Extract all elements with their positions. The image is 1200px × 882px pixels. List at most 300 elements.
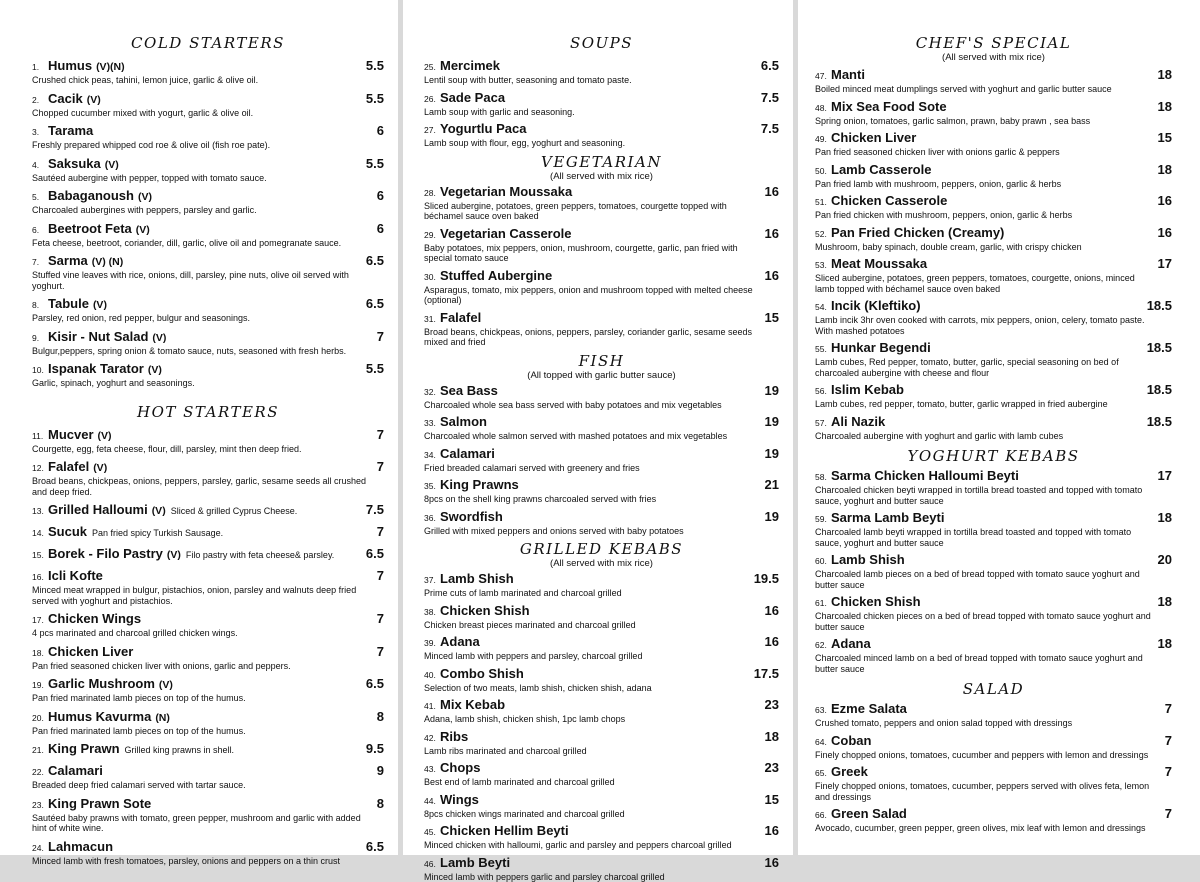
dietary-tag: (V) xyxy=(159,678,173,693)
item-name: Sarma Chicken Halloumi Beyti xyxy=(831,468,1019,483)
item-price: 16 xyxy=(759,634,779,649)
menu-item-line xyxy=(424,310,779,327)
item-price: 15 xyxy=(1152,130,1172,145)
menu-item-line xyxy=(32,329,384,346)
item-name: Icli Kofte xyxy=(48,568,103,583)
item-description: Pan fried seasoned chicken liver with onions, garlic and peppers. xyxy=(32,661,384,672)
item-number: 55. xyxy=(815,342,827,357)
item-number: 52. xyxy=(815,227,827,242)
item-description: Chopped cucumber mixed with yogurt, garlic & olive oil. xyxy=(32,108,384,119)
menu-item-line xyxy=(815,636,1172,653)
dietary-tag: (V) xyxy=(98,429,112,444)
item-description: Sliced aubergine, potatoes, green peppers, tomatoes, courgette, onions, minced lamb topped with béchamel sauce oven baked xyxy=(815,273,1172,294)
item-description: Minced chicken with halloumi, garlic and parsley and peppers charcoal grilled xyxy=(424,840,779,851)
section-title: CHEF'S SPECIAL xyxy=(815,34,1172,52)
item-description: Avocado, cucumber, green pepper, green olives, mix leaf with lemon and dressings xyxy=(815,823,1172,834)
menu-item xyxy=(32,221,384,249)
menu-item-line xyxy=(32,123,384,140)
menu-item xyxy=(32,58,384,86)
section-header xyxy=(815,447,1172,465)
item-name: Babaganoush xyxy=(48,188,134,203)
menu-item xyxy=(815,636,1172,674)
menu-item-line xyxy=(32,221,384,238)
item-number: 65. xyxy=(815,766,827,781)
menu-item xyxy=(815,552,1172,590)
item-name: Chicken Liver xyxy=(48,644,133,659)
menu-item-line xyxy=(424,58,779,75)
item-number: 13. xyxy=(32,504,44,519)
item-description: 8pcs chicken wings marinated and charcoal grilled xyxy=(424,809,779,820)
item-description: Prime cuts of lamb marinated and charcoal grilled xyxy=(424,588,779,599)
item-description: Adana, lamb shish, chicken shish, 1pc lamb chops xyxy=(424,714,779,725)
menu-item-line xyxy=(424,603,779,620)
menu-item-line xyxy=(424,226,779,243)
item-name: Lamb Shish xyxy=(831,552,905,567)
item-price: 18 xyxy=(1152,99,1172,114)
menu-item xyxy=(815,225,1172,253)
item-number: 48. xyxy=(815,101,827,116)
item-description: Sliced & grilled Cyprus Cheese. xyxy=(171,504,298,519)
item-price: 6.5 xyxy=(755,58,779,73)
menu-item-line xyxy=(32,546,384,563)
item-name: Chicken Liver xyxy=(831,130,916,145)
item-name: Ribs xyxy=(440,729,468,744)
item-description: Boiled minced meat dumplings served with yoghurt and garlic butter sauce xyxy=(815,84,1172,95)
menu-item-line xyxy=(424,121,779,138)
item-number: 46. xyxy=(424,857,436,872)
menu-item xyxy=(424,414,779,442)
menu-item xyxy=(424,855,779,882)
item-name: Grilled Halloumi xyxy=(48,502,148,517)
item-number: 19. xyxy=(32,678,44,693)
menu-item xyxy=(32,741,384,758)
item-description: Lamb soup with garlic and seasoning. xyxy=(424,107,779,118)
item-name: Adana xyxy=(440,634,480,649)
menu-item-line xyxy=(815,414,1172,431)
item-price: 7 xyxy=(371,611,384,626)
menu-item xyxy=(424,509,779,537)
menu-item-line xyxy=(424,697,779,714)
menu-item xyxy=(32,91,384,119)
item-price: 16 xyxy=(759,855,779,870)
item-name: Calamari xyxy=(440,446,495,461)
item-number: 40. xyxy=(424,668,436,683)
menu-item xyxy=(424,697,779,725)
item-name: Adana xyxy=(831,636,871,651)
item-name: Greek xyxy=(831,764,868,779)
item-number: 22. xyxy=(32,765,44,780)
menu-item xyxy=(32,546,384,563)
item-number: 42. xyxy=(424,731,436,746)
menu-item xyxy=(815,594,1172,632)
item-price: 16 xyxy=(1152,225,1172,240)
item-number: 54. xyxy=(815,300,827,315)
item-price: 17 xyxy=(1152,468,1172,483)
item-price: 16 xyxy=(759,184,779,199)
item-price: 6.5 xyxy=(360,253,384,268)
menu-item-line xyxy=(32,524,384,541)
item-description: Best end of lamb marinated and charcoal grilled xyxy=(424,777,779,788)
menu-item xyxy=(32,156,384,184)
item-name: Chicken Wings xyxy=(48,611,141,626)
item-description: Sautéed aubergine with pepper, topped with tomato sauce. xyxy=(32,173,384,184)
item-name: Pan Fried Chicken (Creamy) xyxy=(831,225,1004,240)
item-description: Courgette, egg, feta cheese, flour, dill, parsley, mint then deep fried. xyxy=(32,444,384,455)
menu-item xyxy=(32,796,384,834)
menu-item-line xyxy=(815,382,1172,399)
section-title: VEGETARIAN xyxy=(424,153,779,171)
menu-item-line xyxy=(32,296,384,313)
menu-item-line xyxy=(815,701,1172,718)
item-price: 9.5 xyxy=(360,741,384,756)
menu-item xyxy=(815,130,1172,158)
menu-item xyxy=(424,446,779,474)
item-price: 18.5 xyxy=(1141,414,1172,429)
menu-item xyxy=(424,729,779,757)
menu-item xyxy=(424,792,779,820)
item-price: 7 xyxy=(371,459,384,474)
item-number: 27. xyxy=(424,123,436,138)
item-description: Freshly prepared whipped cod roe & olive oil (fish roe pate). xyxy=(32,140,384,151)
item-description: Stuffed vine leaves with rice, onions, dill, parsley, pine nuts, olive oil served with yoghurt. xyxy=(32,270,384,291)
menu-item-line xyxy=(815,764,1172,781)
menu-item xyxy=(815,298,1172,336)
dietary-tag: (V) xyxy=(148,363,162,378)
item-price: 6.5 xyxy=(360,296,384,311)
menu-item-line xyxy=(424,477,779,494)
item-number: 9. xyxy=(32,331,44,346)
item-number: 58. xyxy=(815,470,827,485)
menu-item xyxy=(32,568,384,606)
menu-item xyxy=(424,571,779,599)
menu-item xyxy=(424,268,779,306)
section-header xyxy=(424,34,779,52)
menu-item-line xyxy=(32,188,384,205)
item-description: Crushed chick peas, tahini, lemon juice, garlic & olive oil. xyxy=(32,75,384,86)
item-price: 18 xyxy=(1152,162,1172,177)
item-description: Selection of two meats, lamb shish, chicken shish, adana xyxy=(424,683,779,694)
item-price: 8 xyxy=(371,796,384,811)
item-price: 5.5 xyxy=(360,156,384,171)
item-name: Chicken Hellim Beyti xyxy=(440,823,569,838)
item-number: 43. xyxy=(424,762,436,777)
item-price: 7 xyxy=(1159,764,1172,779)
menu-item-line xyxy=(32,427,384,444)
dietary-tag: (V) xyxy=(93,298,107,313)
item-description: Charcoaled minced lamb on a bed of bread topped with tomato sauce yoghurt and butter sauce xyxy=(815,653,1172,674)
item-name: Ali Nazik xyxy=(831,414,885,429)
menu-item-line xyxy=(424,383,779,400)
menu-item-line xyxy=(32,676,384,693)
item-description: Parsley, red onion, red pepper, bulgur and seasonings. xyxy=(32,313,384,324)
item-name: Hunkar Begendi xyxy=(831,340,931,355)
menu-item xyxy=(32,709,384,737)
item-number: 25. xyxy=(424,60,436,75)
item-description: Pan fried chicken with mushroom, peppers, onion, garlic & herbs xyxy=(815,210,1172,221)
item-description: Finely chopped onions, tomatoes, cucumber and peppers with lemon and dressings xyxy=(815,750,1172,761)
menu-item xyxy=(32,329,384,357)
item-description: Lentil soup with butter, seasoning and tomato paste. xyxy=(424,75,779,86)
item-price: 5.5 xyxy=(360,361,384,376)
section-title: FISH xyxy=(424,352,779,370)
item-number: 21. xyxy=(32,743,44,758)
menu-item-line xyxy=(424,268,779,285)
section-subtitle: (All topped with garlic butter sauce) xyxy=(424,370,779,381)
menu-item-line xyxy=(32,763,384,780)
menu-item-line xyxy=(424,666,779,683)
menu-item-line xyxy=(424,414,779,431)
item-description: Pan fried seasoned chicken liver with onions garlic & peppers xyxy=(815,147,1172,158)
menu-item xyxy=(32,502,384,519)
item-number: 23. xyxy=(32,798,44,813)
item-description: Broad beans, chickpeas, onions, peppers, parsley, garlic, sesame seeds all crushed and deep fried. xyxy=(32,476,384,497)
menu-item xyxy=(424,383,779,411)
menu-item-line xyxy=(815,130,1172,147)
item-number: 38. xyxy=(424,605,436,620)
menu-item-line xyxy=(424,571,779,588)
item-name: Mercimek xyxy=(440,58,500,73)
item-description: Garlic, spinach, yoghurt and seasonings. xyxy=(32,378,384,389)
item-price: 5.5 xyxy=(360,58,384,73)
section-subtitle: (All served with mix rice) xyxy=(424,171,779,182)
menu-item xyxy=(32,459,384,497)
item-name: Swordfish xyxy=(440,509,503,524)
item-price: 7.5 xyxy=(755,121,779,136)
item-name: Calamari xyxy=(48,763,103,778)
item-number: 14. xyxy=(32,526,44,541)
item-description: Feta cheese, beetroot, coriander, dill, garlic, olive oil and pomegranate sauce. xyxy=(32,238,384,249)
item-name: Sarma Lamb Beyti xyxy=(831,510,944,525)
menu-item-line xyxy=(32,502,384,519)
dietary-tag: (V)(N) xyxy=(96,60,125,75)
menu-item-line xyxy=(815,340,1172,357)
dietary-tag: (V) xyxy=(152,504,166,519)
item-description: Lamb ribs marinated and charcoal grilled xyxy=(424,746,779,757)
item-name: Meat Moussaka xyxy=(831,256,927,271)
item-price: 19 xyxy=(759,509,779,524)
item-number: 39. xyxy=(424,636,436,651)
item-price: 8 xyxy=(371,709,384,724)
item-price: 9 xyxy=(371,763,384,778)
item-price: 6 xyxy=(371,221,384,236)
item-price: 18 xyxy=(759,729,779,744)
item-name: Sarma xyxy=(48,253,88,268)
item-description: Charcoaled chicken beyti wrapped in tortilla bread toasted and topped with tomato sauce, yoghurt and butter sauce xyxy=(815,485,1172,506)
item-price: 16 xyxy=(759,226,779,241)
item-price: 7 xyxy=(371,329,384,344)
menu-item xyxy=(32,427,384,455)
item-number: 47. xyxy=(815,69,827,84)
menu-item xyxy=(424,310,779,348)
item-number: 16. xyxy=(32,570,44,585)
item-description: Minced lamb with fresh tomatoes, parsley, onions and peppers on a thin crust xyxy=(32,856,384,867)
item-price: 19 xyxy=(759,414,779,429)
menu-column-right xyxy=(798,0,1200,855)
item-number: 31. xyxy=(424,312,436,327)
item-name: Yogurtlu Paca xyxy=(440,121,526,136)
item-name: Falafel xyxy=(48,459,89,474)
item-name: Vegetarian Casserole xyxy=(440,226,572,241)
menu-item xyxy=(424,823,779,851)
menu-item-line xyxy=(32,644,384,661)
item-number: 51. xyxy=(815,195,827,210)
item-price: 20 xyxy=(1152,552,1172,567)
item-description: Charcoaled whole salmon served with mashed potatoes and mix vegetables xyxy=(424,431,779,442)
menu-item xyxy=(32,839,384,867)
item-description: Crushed tomato, peppers and onion salad topped with dressings xyxy=(815,718,1172,729)
section-subtitle: (All served with mix rice) xyxy=(424,558,779,569)
item-price: 7 xyxy=(371,644,384,659)
item-price: 18.5 xyxy=(1141,340,1172,355)
menu-item-line xyxy=(32,709,384,726)
item-number: 32. xyxy=(424,385,436,400)
item-price: 6.5 xyxy=(360,676,384,691)
item-name: Tabule xyxy=(48,296,89,311)
item-name: Manti xyxy=(831,67,865,82)
item-description: Chicken breast pieces marinated and charcoal grilled xyxy=(424,620,779,631)
item-price: 18.5 xyxy=(1141,298,1172,313)
section-header xyxy=(424,540,779,569)
item-number: 59. xyxy=(815,512,827,527)
menu-item xyxy=(32,524,384,541)
menu-item-line xyxy=(815,256,1172,273)
item-number: 1. xyxy=(32,60,44,75)
item-price: 6 xyxy=(371,188,384,203)
item-number: 56. xyxy=(815,384,827,399)
item-description: Sliced aubergine, potatoes, green peppers, tomatoes, courgette topped with béchamel sauce oven baked xyxy=(424,201,779,222)
item-name: Salmon xyxy=(440,414,487,429)
menu-item-line xyxy=(424,855,779,872)
item-price: 19 xyxy=(759,383,779,398)
item-description: Asparagus, tomato, mix peppers, onion and mushroom topped with melted cheese (optional) xyxy=(424,285,779,306)
section-header xyxy=(815,680,1172,698)
item-price: 15 xyxy=(759,310,779,325)
item-description: Mushroom, baby spinach, double cream, garlic, with crispy chicken xyxy=(815,242,1172,253)
section-title: YOGHURT KEBABS xyxy=(815,447,1172,465)
item-price: 21 xyxy=(759,477,779,492)
item-name: Stuffed Aubergine xyxy=(440,268,552,283)
item-number: 28. xyxy=(424,186,436,201)
item-number: 53. xyxy=(815,258,827,273)
menu-item-line xyxy=(32,839,384,856)
item-name: Chops xyxy=(440,760,480,775)
item-number: 29. xyxy=(424,228,436,243)
item-price: 7 xyxy=(371,427,384,442)
item-name: Combo Shish xyxy=(440,666,524,681)
item-description: Charcoaled lamb pieces on a bed of bread topped with tomato sauce yoghurt and butter sauce xyxy=(815,569,1172,590)
menu-item xyxy=(815,806,1172,834)
section-header xyxy=(32,34,384,52)
item-description: Grilled with mixed peppers and onions served with baby potatoes xyxy=(424,526,779,537)
menu-item-line xyxy=(32,361,384,378)
item-number: 12. xyxy=(32,461,44,476)
item-description: Spring onion, tomatoes, garlic salmon, prawn, baby prawn , sea bass xyxy=(815,116,1172,127)
menu-item xyxy=(424,634,779,662)
item-number: 66. xyxy=(815,808,827,823)
item-description: Charcoaled whole sea bass served with baby potatoes and mix vegetables xyxy=(424,400,779,411)
menu-item-line xyxy=(32,611,384,628)
item-name: Chicken Casserole xyxy=(831,193,947,208)
menu-item xyxy=(32,123,384,151)
menu-item xyxy=(32,611,384,639)
section-title: GRILLED KEBABS xyxy=(424,540,779,558)
item-price: 18 xyxy=(1152,510,1172,525)
item-price: 7.5 xyxy=(755,90,779,105)
item-description: Pan fried marinated lamb pieces on top of the humus. xyxy=(32,693,384,704)
item-number: 60. xyxy=(815,554,827,569)
item-price: 16 xyxy=(759,268,779,283)
item-name: Falafel xyxy=(440,310,481,325)
section-title: SALAD xyxy=(815,680,1172,698)
item-name: Tarama xyxy=(48,123,93,138)
menu-item-line xyxy=(815,468,1172,485)
item-description: Grilled king prawns in shell. xyxy=(125,743,235,758)
item-number: 33. xyxy=(424,416,436,431)
menu-item-line xyxy=(815,99,1172,116)
item-price: 15 xyxy=(759,792,779,807)
menu-item xyxy=(424,121,779,149)
menu-item xyxy=(424,90,779,118)
section-header xyxy=(424,352,779,381)
menu-item-line xyxy=(424,446,779,463)
item-description: Charcoaled chicken pieces on a bed of bread topped with tomato sauce yoghurt and butter sauce xyxy=(815,611,1172,632)
item-name: Humus xyxy=(48,58,92,73)
item-name: Mix Sea Food Sote xyxy=(831,99,947,114)
item-number: 62. xyxy=(815,638,827,653)
menu-item xyxy=(815,67,1172,95)
dietary-tag: (V) xyxy=(87,93,101,108)
item-number: 15. xyxy=(32,548,44,563)
menu-item xyxy=(424,603,779,631)
item-name: Green Salad xyxy=(831,806,907,821)
item-price: 7.5 xyxy=(360,502,384,517)
menu-item xyxy=(32,763,384,791)
menu-item xyxy=(815,414,1172,442)
item-number: 50. xyxy=(815,164,827,179)
item-name: Sea Bass xyxy=(440,383,498,398)
menu-item xyxy=(815,764,1172,802)
menu-item xyxy=(32,253,384,291)
item-number: 35. xyxy=(424,479,436,494)
menu-item xyxy=(32,644,384,672)
menu-item xyxy=(815,733,1172,761)
section-title: COLD STARTERS xyxy=(32,34,384,52)
item-number: 2. xyxy=(32,93,44,108)
item-number: 10. xyxy=(32,363,44,378)
menu-item-line xyxy=(424,792,779,809)
menu-item-line xyxy=(32,253,384,270)
menu-item-line xyxy=(32,91,384,108)
item-name: Islim Kebab xyxy=(831,382,904,397)
menu-item-line xyxy=(32,741,384,758)
menu-item xyxy=(424,760,779,788)
item-price: 7 xyxy=(1159,806,1172,821)
item-name: King Prawns xyxy=(440,477,519,492)
item-number: 36. xyxy=(424,511,436,526)
section-subtitle: (All served with mix rice) xyxy=(815,52,1172,63)
item-number: 17. xyxy=(32,613,44,628)
section-header xyxy=(32,403,384,421)
item-price: 16 xyxy=(759,823,779,838)
item-name: Borek - Filo Pastry xyxy=(48,546,163,561)
item-price: 6 xyxy=(371,123,384,138)
menu-item xyxy=(424,477,779,505)
item-description: Charcoaled aubergines with peppers, parsley and garlic. xyxy=(32,205,384,216)
menu-item-line xyxy=(424,509,779,526)
item-description: Lamb incik 3hr oven cooked with carrots, mix peppers, onion, celery, tomato paste. With mashed potatoes xyxy=(815,315,1172,336)
item-number: 64. xyxy=(815,735,827,750)
item-number: 8. xyxy=(32,298,44,313)
